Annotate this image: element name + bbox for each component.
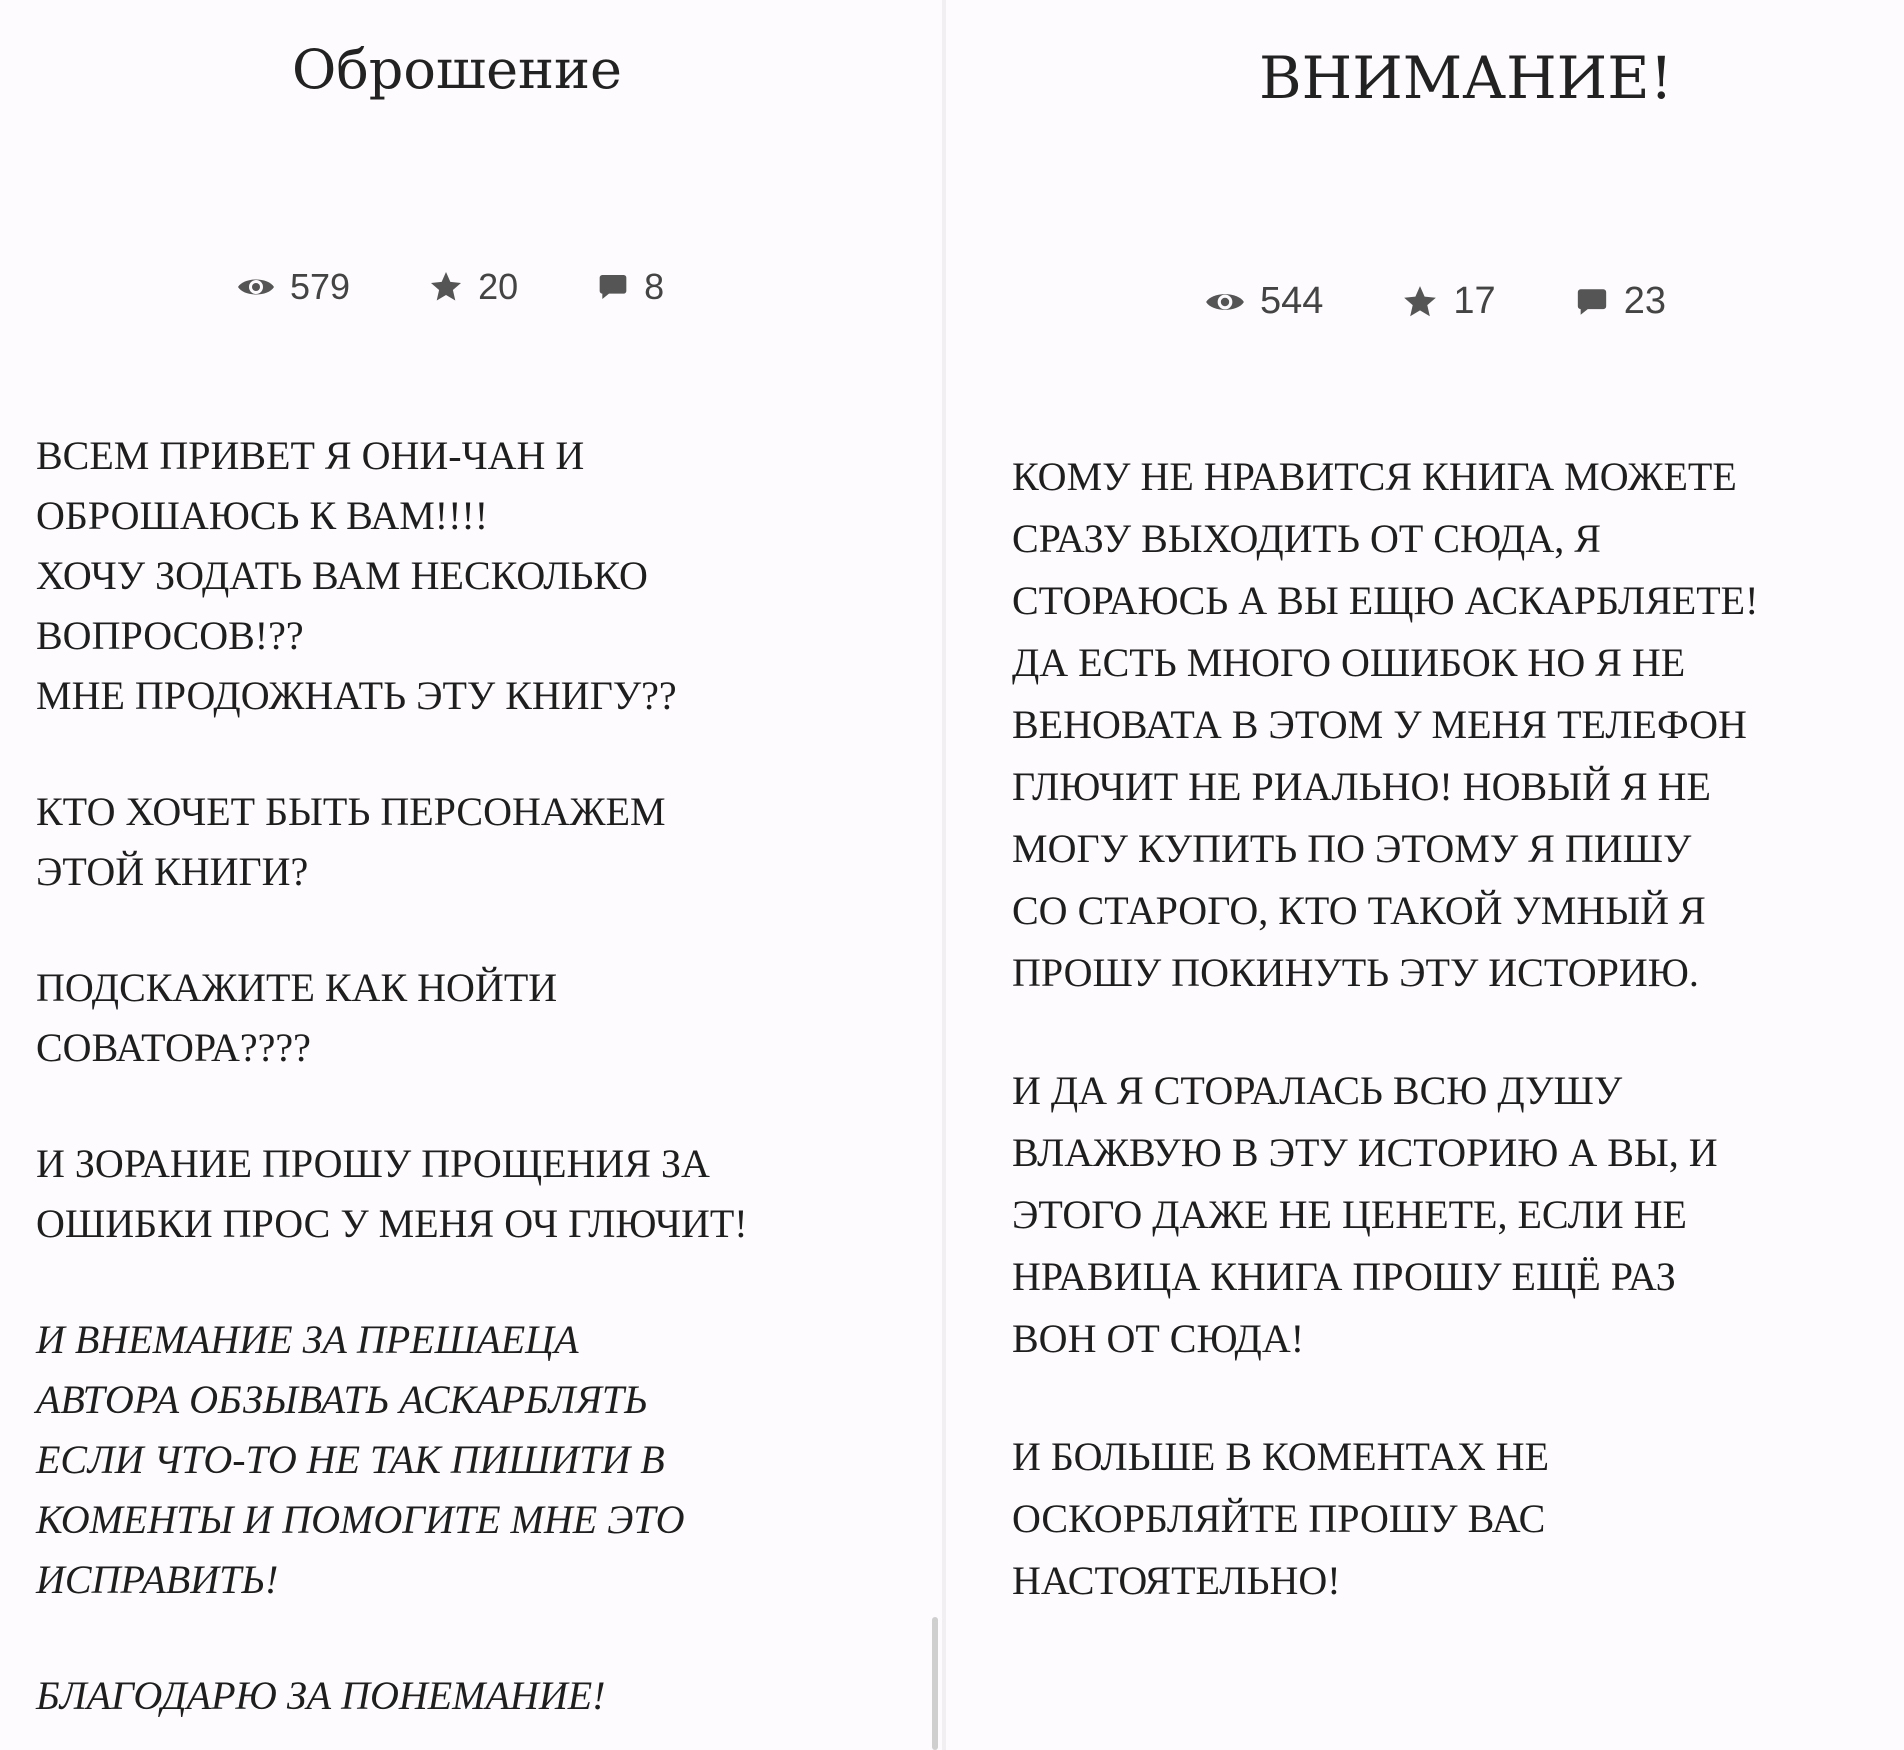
stars-stat bbox=[428, 266, 518, 308]
paragraph bbox=[1012, 446, 1892, 1004]
text-line: КОМЕНТЫ И ПОМОГИТЕ МНЕ ЭТО bbox=[36, 1497, 685, 1542]
text-line: СРАЗУ ВЫХОДИТЬ ОТ СЮДА, Я bbox=[1012, 516, 1601, 561]
text-line: ПОДСКАЖИТЕ КАК НОЙТИ bbox=[36, 965, 558, 1010]
text-line: ЕСЛИ ЧТО-ТО НЕ ТАК ПИШИТИ В bbox=[36, 1437, 665, 1482]
italic-paragraph bbox=[36, 1666, 916, 1726]
text-line: ОШИБКИ ПРОС У МЕНЯ ОЧ ГЛЮЧИТ! bbox=[36, 1201, 748, 1246]
comments-stat bbox=[1574, 280, 1666, 323]
italic-paragraph bbox=[36, 1310, 916, 1610]
paragraph bbox=[1012, 1060, 1892, 1370]
paragraph bbox=[36, 782, 916, 902]
stars-count: 20 bbox=[478, 266, 519, 307]
paragraph bbox=[1012, 1426, 1892, 1612]
stars-stat bbox=[1401, 280, 1495, 323]
text-line: ВОПРОСОВ!?? bbox=[36, 613, 304, 658]
text-line: И БОЛЬШЕ В КОМЕНТАХ НЕ bbox=[1012, 1434, 1550, 1479]
text-line: ЭТОЙ КНИГИ? bbox=[36, 849, 309, 894]
views-stat bbox=[1204, 280, 1323, 323]
views-count: 579 bbox=[290, 266, 351, 307]
chapter-body-text bbox=[36, 426, 916, 1750]
text-line: ГЛЮЧИТ НЕ РИАЛЬНО! НОВЫЙ Я НЕ bbox=[1012, 764, 1711, 809]
text-line: ХОЧУ ЗОДАТЬ ВАМ НЕСКОЛЬКО bbox=[36, 553, 648, 598]
star-icon bbox=[1401, 283, 1439, 321]
eye-icon bbox=[1204, 287, 1246, 317]
text-line: КТО ХОЧЕТ БЫТЬ ПЕРСОНАЖЕМ bbox=[36, 789, 666, 834]
text-line: КОМУ НЕ НРАВИТСЯ КНИГА МОЖЕТЕ bbox=[1012, 454, 1737, 499]
text-line: АВТОРА ОБЗЫВАТЬ АСКАРБЛЯТЬ bbox=[36, 1377, 648, 1422]
text-line: НРАВИЦА КНИГА ПРОШУ ЕЩЁ РАЗ bbox=[1012, 1254, 1676, 1299]
views-stat bbox=[236, 266, 350, 308]
eye-icon bbox=[236, 273, 276, 301]
scrollbar-thumb[interactable] bbox=[932, 1617, 938, 1750]
text-line: И ДА Я СТОРАЛАСЬ ВСЮ ДУШУ bbox=[1012, 1068, 1623, 1113]
paragraph bbox=[36, 958, 916, 1078]
chapter-body-text bbox=[1012, 446, 1892, 1668]
text-line: МНЕ ПРОДОЖНАТЬ ЭТУ КНИГУ?? bbox=[36, 673, 677, 718]
text-line: И ЗОРАНИЕ ПРОШУ ПРОЩЕНИЯ ЗА bbox=[36, 1141, 710, 1186]
comment-icon bbox=[596, 271, 630, 303]
chapter-stats bbox=[236, 266, 664, 308]
text-line: ЭТОГО ДАЖЕ НЕ ЦЕНЕТЕ, ЕСЛИ НЕ bbox=[1012, 1192, 1687, 1237]
text-line: ВЕНОВАТА В ЭТОМ У МЕНЯ ТЕЛЕФОН bbox=[1012, 702, 1747, 747]
paragraph bbox=[36, 426, 916, 726]
text-line: НАСТОЯТЕЛЬНО! bbox=[1012, 1558, 1341, 1603]
left-chapter-panel[interactable] bbox=[0, 0, 942, 1750]
chapter-stats bbox=[1204, 280, 1666, 323]
star-icon bbox=[428, 269, 464, 305]
chapter-title: ВНИМАНИЕ! bbox=[1259, 44, 1673, 112]
text-line: ОСКОРБЛЯЙТЕ ПРОШУ ВАС bbox=[1012, 1496, 1546, 1541]
text-line: ИСПРАВИТЬ! bbox=[36, 1557, 279, 1602]
text-line: МОГУ КУПИТЬ ПО ЭТОМУ Я ПИШУ bbox=[1012, 826, 1692, 871]
text-line: ПРОШУ ПОКИНУТЬ ЭТУ ИСТОРИЮ. bbox=[1012, 950, 1699, 995]
comments-count: 8 bbox=[644, 266, 665, 307]
text-line: ВСЕМ ПРИВЕТ Я ОНИ-ЧАН И bbox=[36, 433, 585, 478]
comments-count: 23 bbox=[1623, 280, 1666, 322]
comments-stat bbox=[596, 266, 664, 308]
text-line: СОВАТОРА???? bbox=[36, 1025, 311, 1070]
views-count: 544 bbox=[1260, 280, 1324, 322]
chapter-title: Оброшение bbox=[292, 38, 622, 101]
stars-count: 17 bbox=[1453, 280, 1496, 322]
text-line: ДА ЕСТЬ МНОГО ОШИБОК НО Я НЕ bbox=[1012, 640, 1686, 685]
comment-icon bbox=[1574, 285, 1610, 319]
text-line: СТОРАЮСЬ А ВЫ ЕЩЮ АСКАРБЛЯЕТЕ! bbox=[1012, 578, 1759, 623]
text-line: ОБРОШАЮСЬ К ВАМ!!!! bbox=[36, 493, 489, 538]
text-line: И ВНЕМАНИЕ ЗА ПРЕШАЕЦА bbox=[36, 1317, 579, 1362]
right-chapter-panel[interactable] bbox=[946, 0, 1904, 1750]
paragraph bbox=[36, 1134, 916, 1254]
text-line: ВЛАЖВУЮ В ЭТУ ИСТОРИЮ А ВЫ, И bbox=[1012, 1130, 1718, 1175]
text-line: ВОН ОТ СЮДА! bbox=[1012, 1316, 1305, 1361]
text-line: БЛАГОДАРЮ ЗА ПОНЕМАНИЕ! bbox=[36, 1673, 606, 1718]
text-line: СО СТАРОГО, КТО ТАКОЙ УМНЫЙ Я bbox=[1012, 888, 1706, 933]
